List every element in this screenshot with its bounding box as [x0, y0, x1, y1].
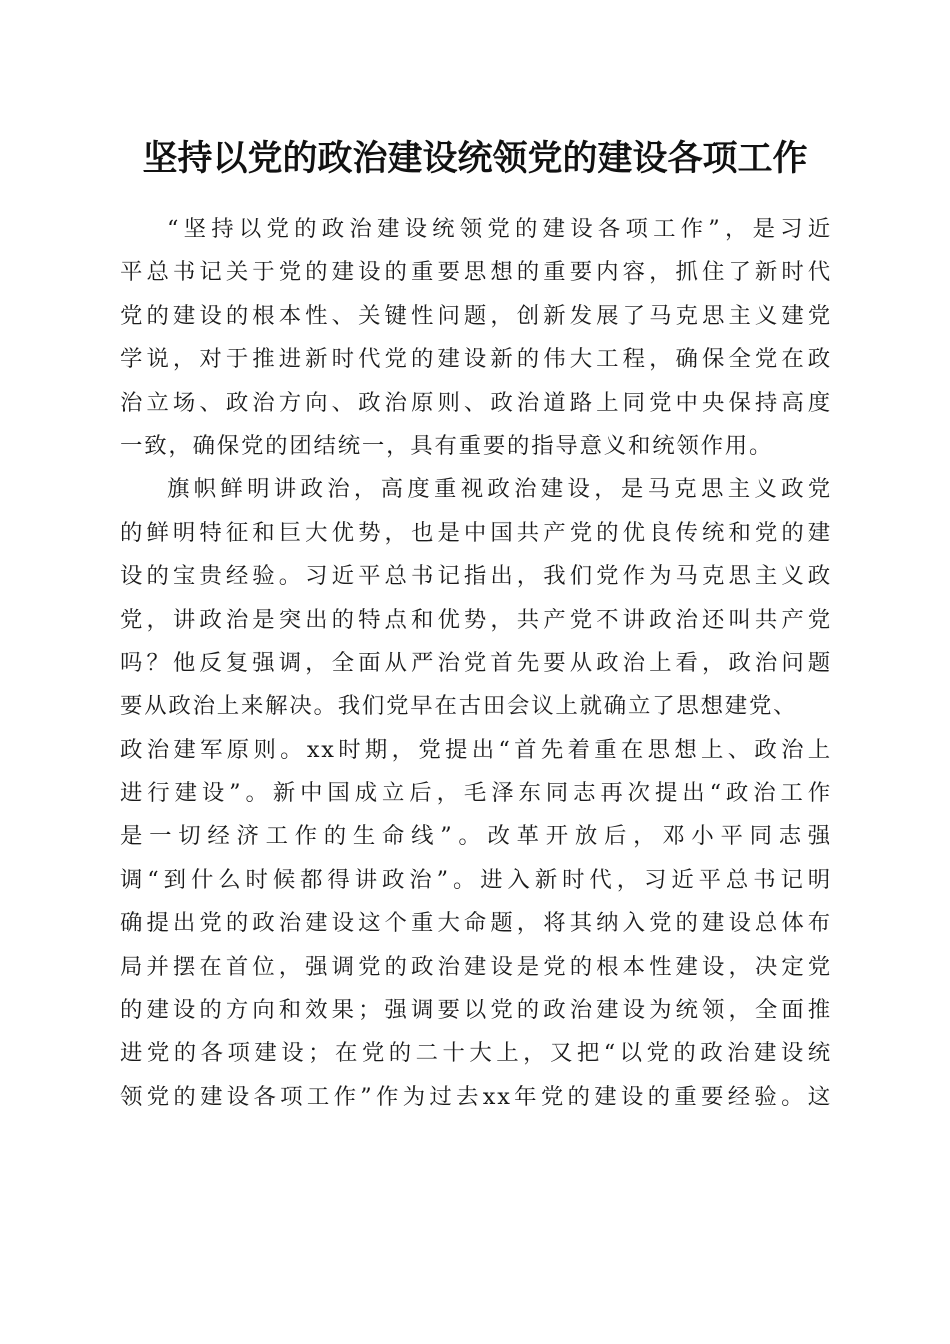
paragraph-1-line-6: 一致，确保党的团结统一，具有重要的指导意义和统领作用。 — [120, 432, 774, 459]
paragraph-1-line-4: 学说，对于推进新时代党的建设新的伟大工程，确保全党在政 — [120, 346, 832, 373]
paragraph-2-line-13: 的建设的方向和效果；强调要以党的政治建设为统领，全面推 — [120, 997, 832, 1024]
paragraph-2-line-3: 设的宝贵经验。习近平总书记指出，我们党作为马克思主义政 — [120, 563, 832, 590]
paragraph-1-line-2: 平总书记关于党的建设的重要思想的重要内容，抓住了新时代 — [120, 259, 832, 286]
paragraph-2-line-1: 旗帜鲜明讲政治，高度重视政治建设，是马克思主义政党 — [167, 476, 832, 503]
paragraph-2-line-8: 进行建设”。新中国成立后，毛泽东同志再次提出“政治工作 — [120, 780, 832, 807]
paragraph-2-line-11: 确提出党的政治建设这个重大命题，将其纳入党的建设总体布 — [120, 910, 832, 937]
document-body — [120, 208, 832, 1119]
paragraph-1-line-1: “坚持以党的政治建设统领党的建设各项工作”，是习近 — [167, 216, 832, 242]
paragraph-2-line-15: 领党的建设各项工作”作为过去xx年党的建设的重要经验。这 — [120, 1083, 832, 1110]
paragraph-1-line-5: 治立场、政治方向、政治原则、政治道路上同党中央保持高度 — [120, 389, 832, 416]
paragraph-2-line-10: 调“到什么时候都得讲政治”。进入新时代，习近平总书记明 — [120, 866, 832, 893]
paragraph-2-line-9: 是一切经济工作的生命线”。改革开放后，邓小平同志强 — [120, 823, 832, 850]
paragraph-1-line-3: 党的建设的根本性、关键性问题，创新发展了马克思主义建党 — [120, 302, 832, 329]
document-title: 坚持以党的政治建设统领党的建设各项工作 — [142, 138, 808, 179]
paragraph-2-line-14: 进党的各项建设；在党的二十大上，又把“以党的政治建设统 — [120, 1040, 832, 1067]
paragraph-2-line-2: 的鲜明特征和巨大优势，也是中国共产党的优良传统和党的建 — [120, 519, 832, 546]
paragraph-2-line-5: 吗？他反复强调，全面从严治党首先要从政治上看，政治问题 — [120, 649, 832, 676]
paragraph-2-line-6: 要从政治上来解决。我们党早在古田会议上就确立了思想建党、 — [120, 693, 798, 720]
paragraph-2-line-7: 政治建军原则。xx时期，党提出“首先着重在思想上、政治上 — [120, 736, 832, 763]
paragraph-2-line-4: 党，讲政治是突出的特点和优势，共产党不讲政治还叫共产党 — [120, 606, 832, 633]
paragraph-2-line-12: 局并摆在首位，强调党的政治建设是党的根本性建设，决定党 — [120, 953, 832, 980]
